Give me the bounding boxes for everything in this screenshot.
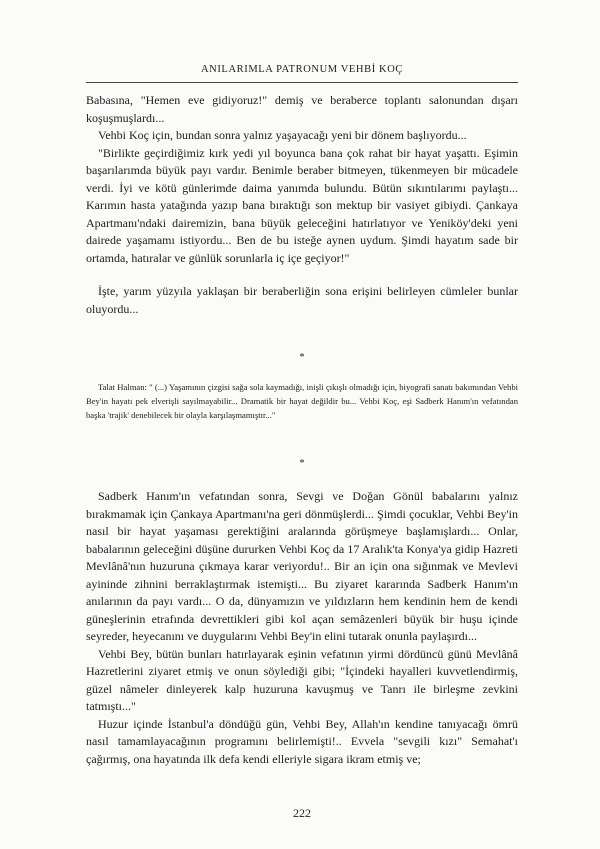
quote-text: Talat Halman: " (...) Yaşamının çizgisi sağa sola kaymadığı, inişli çıkışlı olmadığı için, biyografi sanatı bakımından Vehbi Bey'in hayatı pek elverişli sayılmayabilir... Dramatik bir hayat değildir bu... Vehbi Koç, eşi Sadberk Hanım'ın vefatından başka 'trajik' denebilecek bir olayla karşılaşmamıştır..." [86,382,518,420]
paragraph: Vehbi Bey, bütün bunları hatırlayarak eşinin vefatının yirmi dördüncü günü Mevlânâ Hazretlerini ziyaret etmiş ve onun söylediği gibi; "İçindeki hayalleri kuvvetlendirmiş, güzel nâmeler dinleyerek kalp huzuruna kavuşmuş ve Tanrı ile birleşme zevkini tatmıştı..." [86,646,518,713]
section-separator: * [299,458,305,469]
text-block-2 [86,488,518,768]
paragraph: Huzur içinde İstanbul'a döndüğü gün, Vehbi Bey, Allah'ın kendine tanıyacağı ömrü nasıl tamamlayacağının programını belirlemişti!.. Evvela "sevgili kızı" Semahat'ı çağırmış, ona hayatında ilk defa kendi elleriyle sigara ikram etmiş ve; [86,716,518,766]
paragraph: Sadberk Hanım'ın vefatından sonra, Sevgi ve Doğan Gönül babalarını yalnız bırakmamak için Çankaya Apartmanı'na geri dönmüşlerdi... Şimdi çocuklar, Vehbi Bey'in nasıl bir hayat yaşaması gerektiğini aralarında görüşmeye başlamışlardı... Onlar, babalarının geleceğini düşüne dururken Vehbi Koç da 17 Aralık'ta Konya'ya gidip Hazreti Mevlânâ'nın huzuruna çıkmaya karar veriyordu!.. Bir an için ona sığınmak ve Mevlevi ayininde zihnini berraklaştırmak istemişti... Bu ziyaret kararında Sadberk Hanım'ın anılarının da payı vardı... O da, dünyamızın ve yıldızların hem kendinin hem de kendi güneşlerinin etrafında devrettikleri gibi kol açan semâzenleri büyük bir huşu içinde seyreder, heyecanını ve duygularını Vehbi Bey'in elini tutarak onunla paylaşırdı... [86,489,518,643]
running-header: ANILARIMLA PATRONUM VEHBİ KOÇ [200,64,404,75]
paragraph: Vehbi Koç için, bundan sonra yalnız yaşayacağı yeni bir dönem başlıyordu... [98,128,467,142]
text-block-1 [86,92,518,318]
paragraph: "Birlikte geçirdiğimiz kırk yedi yıl boyunca bana çok rahat bir hayat yaşattı. Eşimin başarılarımda büyük payı vardır. Benimle beraber bitmeyen, tükenmeyen bir mücadele verdi. İyi ve kötü günlerimde daima yanımda bulundu. Bütün sıkıntılarımı paylaştı... Karımın hasta yatağında yazıp bana bıraktığı son mektup bir vasiyet gibiydi. Çankaya Apartmanı'ndaki dairemizin, bana büyük geleceğini hatırlatıyor ve Yeniköy'deki yeni dairede yaşamamı istiyordu... Ben de bu isteğe aynen uydum. Şimdi hayatım sade bir ortamda, hatıralar ve günlük sorunlarla iç içe geçiyor!" [86,145,518,265]
paragraph: İşte, yarım yüzyıla yaklaşan bir beraberliğin sona erişini belirleyen cümleler bunlar oluyordu... [86,284,518,316]
header-rule [86,82,518,83]
quote-block [86,380,518,422]
section-separator: * [299,352,305,363]
paragraph: Babasına, "Hemen eve gidiyoruz!" demiş ve beraberce toplantı salonundan dışarı koşuşmuşlardı... [86,93,518,125]
page-number: 222 [293,806,311,820]
